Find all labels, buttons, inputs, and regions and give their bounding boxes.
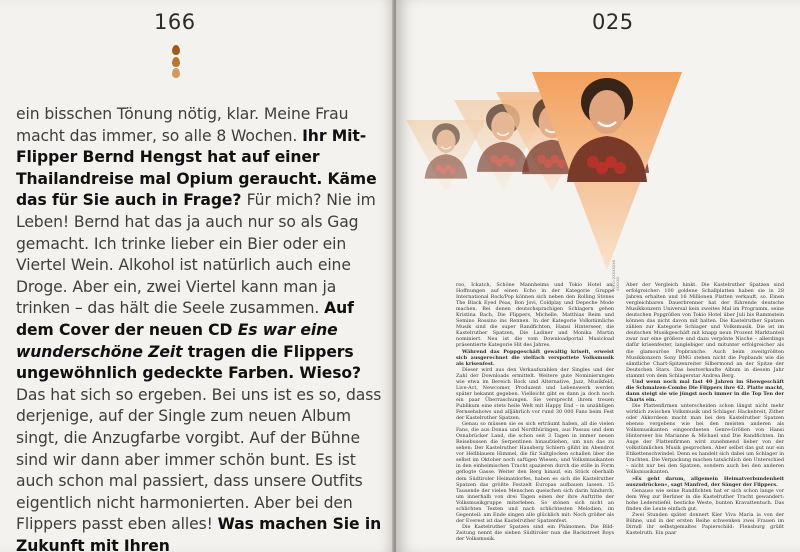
triangle-portrait-illustration	[396, 0, 800, 290]
photo-credit: FOTO: XXXXXXXX XXXXXX	[612, 259, 620, 291]
page-number-right: 025	[592, 10, 634, 34]
article-paragraph: Und wenn noch mal fast 40 Jahren im Showgeschäft die Schmalzen-Combo Die Flippers ihre 42. Platte macht, dann steigt sie wie jüngst noch immer in die Top Ten der Charts ein.	[626, 378, 784, 403]
article-paragraph: Dieser wird aus den Verkaufszahlen der Singles und der Zahl der Downloads ermittelt. Weitere gute Nominierungen wie etwa im Bereich Rock und Alternative, Jazz, Musikfeld, Live-Act, Newcomer, Produzent und Lebenswerk werden später bekannt gegeben. Vielleicht gibt es dann ja doch noch ein paar Überraschungen. Sie versprecht ihrem treuen Publikum eine stets heile Welt mit Happy End – in unzähligen Fernsehshows und alljährlich vor rund 30 000 Fans beim Fest der Kastelruther Spatzen.	[456, 366, 614, 422]
page-number-left: 166	[154, 10, 196, 34]
drop-icon	[172, 57, 180, 67]
interview-answer: ein bisschen Tönung nötig, klar. Meine Frau macht das immer, so alle 8 Wochen.	[16, 105, 349, 145]
article-paragraph: Genau so müssen sie es sich erträumt haben, all die vielen Fans, die aus Donau und Nordthüringen, aus Passau und dem Osnabrücker Land, die schon seit 3 Tagen in immer neuen Reisebussen die Serpentinen hinaufziehen, um nun das zu sehen: Der Kastelruther Hausberg Schlern glüht im Abendrot vor Hellblauem Himmel, die für Saltglocken schallen über die selbst im Oktober noch saftigen Wiesen, und Volksmusikanten in den einheimischen Tracht spazieren durch die stille in Form geflogte Gasse. Weiter den Berg hinauf, ein Stück oberhalb dem Südtiroler Heimatdorfes, haben es sich die Kastelruther Spatzen das größte Festzelt Europas aufbauen lassen. 15 Tausende der vielen Menschen queischen sich darin hindurch, um innerhalb von drei Tagen einen der ihre Auftritte der Volksmusikgruppe miterleben. So stönen sich nicht an schlichten Texten und nach schlichtesten Melodien, im Gegenteil: am Ende singen alle glücklich mit: Noch größer als der Everest ist das Kastelruther Spatzenfest.	[456, 421, 614, 524]
article-paragraph: Genauso wie seine Randfichten hat er sich schon lange vor dem Weg zur Berliner in die Kastelruther Tracht gewandert: hohe Lederstiefel, besticke Weste, bunten Kravattentuch. Das finden die Leute einfach gut.	[626, 487, 784, 512]
drop-icon	[172, 68, 180, 78]
article-paragraph: »Es geht darum, allgemein Heimatverbundenheit auszudrücken«, sagt Manfred, der Sänger der Flippers.	[626, 475, 784, 488]
article-column-1	[456, 282, 614, 552]
article-paragraph: Während das Poppgeschäft gewaltig kriselt, erweist sich ausgerechnet die vielfach verspottete Volksmusik als krisenfest.	[456, 348, 614, 367]
article-paragraph: roo, Ickatch, Schöne Mannheims und Tokio Hotel an. Hoffnungen auf einen Echo in der Kategorie Gruppe International Rock/Pop können sich neben den Rolling Stones The Black Eyed Peas, Bon Jovi, Coldplay und Depeche Mode machen. Bei denen deutschsprachigen Schlagern gehen Kristina Bach, Die Flippers, Michelle, Matthias Reim und Semino Rossino ins Rennen. In der Kategorie Volkstümliche Musik sind die super Randfichten, Hansi Hinterseer, die Kastelruther Spatzen, Die Ladiner und Monika Martin nominiert. Neu ist die vom Downloadportal Musicload präsentierte Kategorie Hit des Jahres.	[456, 282, 614, 349]
interview-answer: Das hat sich so ergeben. Bei uns ist es so, dass derjenige, auf der Single zum neuen Album singt, die Anzugfarbe vorgibt. Auf der Bühne sind wir dann aber immer schön bunt. Es ist auch schon mal passiert, dass unsere Outfits eigentlich nicht harmonierten. Aber bei den Flippers passt eben alles!	[16, 385, 382, 534]
article-paragraph: Die Kastelruther Spatzen sind ein Phänomen. Die Bild-Zeitung nennt die sieben Südtiroler nun die Backstreet Boys der Volksmusik.	[456, 523, 614, 542]
interview-question: Ihr Mit-Flipper Bernd Hengst hat auf einer Thailandreise mal Opium geraucht. Käme das für Sie auch in Frage?	[16, 126, 377, 210]
interview-answer: Für mich? Nie im Leben! Bernd hat das ja auch nur so als Gag gemacht. Ich trinke lieber ein Bier oder ein Viertel Wein. Alkohol ist natürlich auch eine Droge. Aber ein, zwei Viertel kann man ja trinken – das hält die Seele zusammen.	[16, 191, 376, 318]
decorative-drops	[170, 45, 182, 77]
interview-text	[16, 104, 390, 552]
article-paragraph: Aber der Vergleich hinkt. Die Kastelruther Spatzen sind erfolgreicher: 100 goldene Schallplatten haben sie in 28 Jahren erhalten und 16 Millionen Platten verkauft, so. Einen vergleichbaren Dauerbrenner hat der führende deutsche Musikkonzern Universal kein zweites Mal im Programm, seine deutschen Popgrößen von Tokio Hotel über Juli bis Rammstein können das nicht davon mit halten. Die Kastelruther Spatzen zählen zur Kategorie Schlager und Volksmusik. Die ist im deutschen Musikgeschäft mit knapp neun Prozent Marktanteil zwar nur eine größere und dazu verpönte Nische – allerdings dafür krisenfester, langlebiger und mitunter erfolgreicher als die glamouröse Popbranche. Auch beim zweitgrößten Musikkonzern Sony BMG stehen nicht die Popbands wie die sämtliche Chart-Spitzenreiter Silbermond an der Spitze der Deutschen Stars. Das bestverkaufte Album in diesem Jahr stammt von dem Schlagerstar Andrea Berg.	[626, 282, 784, 379]
right-page	[396, 0, 800, 552]
interview-question: Auf dem Cover der neuen CD Es war eine wunderschöne Zeit tragen die Flippers ungewöhnlich gedeckte Farben. Wieso?	[16, 299, 361, 383]
article-paragraph: Die Plattenfirmen unterscheiden schon längst nicht mehr wirklich zwischen Volksmusik und Schlager. Hackebreit, Zither oder Akkordeon macht man bei den Kastelruther Spatzen ebenso vergebens wie bei den meisten anderen als Volksmusikanten eingeordneten Genre-Größen von Hansi Hinterseer bis Marianne & Michael und Die Randfichten. Im Auge der Plattenfirmen wird zunehmend lieber von der volkstümlichen Musik gesprochen. Aber selbst das gut nur ein Etikettenschwindel. Denn es handelt sich dabei um Schlager in Trachten. Die Verpackung machen tatsächlich den Unterschied – nicht nur bei den Spatzen, sondern auch bei den anderen Volksmusikanten.	[626, 402, 784, 476]
article-column-2	[626, 282, 784, 552]
interview-question: Was machen Sie in Zukunft mit Ihren	[16, 515, 382, 552]
article-paragraph: Zwei Stunden später donnert Kier Viva Maria ia von der Bühne, und in der ersten Reihe schwenken zwei Frauen im Dirndl ihr selbstgemaltes Papierschild: Flensburg grüßt Kastelruth. Ein paar	[626, 511, 784, 536]
drop-icon	[172, 45, 180, 55]
left-page	[0, 0, 394, 552]
